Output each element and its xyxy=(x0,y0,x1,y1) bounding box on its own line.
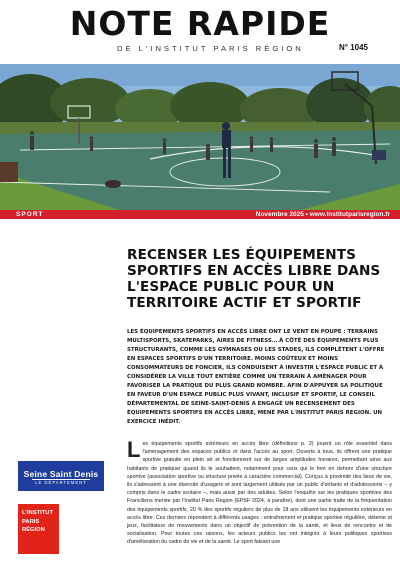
issue-number: N° 1045 xyxy=(339,43,368,52)
body-text: es équipements sportifs extérieurs en accès libre (définitions p. 2) jouent un rôle essentiel dans l'aménagement des espaces publics et dans l'accès au sport. Ouverts à tous, ils offrent une pratique sportive gratuite en plein air et fonctionnent sur de larges amplitudes horaires, permettant ainsi aux habitants de pratiquer quand ils le souhaitent, notamment pour ceux qui le font en dehors d'une structure sportive (association sportive ou structure privée à caractère commercial). Conçus à proximité des lieux de vie, ils s'adressent à une diversité d'usagers et sont largement utilisés par un public d'enfants et d'adolescents – y compris dans le cadre scolaire –, mais aussi par des adultes. Selon l'enquête sur les pratiques sportives des Franciliens menée par l'Institut Paris Region (EPSF 2024, à paraître), dont une partie traite de la fréquentation des équipements sportifs, 20 % des sportifs réguliers de plus de 18 ans utilisent les équipements extérieurs en accès libre. Ces derniers répondent à différents usages : entraînement et pratique sportive régulière, détente et jeux, facilitateur de mouvements dans un objectif de prévention de la santé, et lieux de rencontre et de socialisation. Pour toutes ces raisons, les acteurs publics les ont intégrés à leurs politiques sportives d'amélioration du cadre de vie et de la santé. Le sport faisant une xyxy=(127,441,392,546)
publication-subtitle: DE L'INSTITUT PARIS RÉGION xyxy=(117,44,304,53)
masthead xyxy=(0,0,400,62)
institute-logo-line-2: PARIS xyxy=(22,519,40,525)
department-name: Seine Saint Denis xyxy=(23,469,99,479)
institute-logo-line-1: L'INSTITUT xyxy=(22,510,54,516)
institut-paris-region-logo xyxy=(18,504,59,554)
cover-photo xyxy=(0,64,400,210)
article-lead: LES ÉQUIPEMENTS SPORTIFS EN ACCÈS LIBRE ONT LE VENT EN POUPE : TERRAINS MULTISPORTS, SKATEPARKS, AIRES DE FITNESS… À CÔTÉ DES ÉQUIPEMENTS PLUS STRUCTURANTS, COMME LES GYMNASES OU LES STADES, ILS COMPLÈTENT L'OFFRE EN ESPACES SPORTIFS D'UN TERRITOIRE. MOINS COÛTEUX ET MOINS CONSOMMATEURS DE FONCIER, ILS CONDUISENT À INVESTIR L'ESPACE PUBLIC ET À CONSIDÉRER LA VILLE TOUT ENTIÈRE COMME UN TERRAIN À AMÉNAGER POUR FAVORISER LA PRATIQUE DU PLUS GRAND NOMBRE. AFIN D'APPUYER SA POLITIQUE EN FAVEUR D'UN ESPACE PUBLIC PLUS VIVANT, INCLUSIF ET SPORTIF, LE CONSEIL DÉPARTEMENTAL DE SEINE-SAINT-DENIS A ENGAGÉ UN RECENSEMENT DES ÉQUIPEMENTS SPORTIFS EN ACCÈS LIBRE, MENÉ PAR L'INSTITUT PARIS REGION. UN EXERCICE INÉDIT. xyxy=(127,329,385,425)
section-label: SPORT xyxy=(16,211,44,218)
institute-logo-line-3: RÉGION xyxy=(22,527,45,533)
article-headline: RECENSER LES ÉQUIPEMENTS SPORTIFS EN ACCÈS LIBRE DANS L'ESPACE PUBLIC POUR UN TERRITOIRE ACTIF ET SPORTIF xyxy=(127,247,381,311)
publication-title: NOTE RAPIDE xyxy=(69,4,331,43)
seine-saint-denis-logo xyxy=(18,461,104,491)
issue-date-website: Novembre 2025 • www.institutparisregion.fr xyxy=(255,211,390,218)
drop-cap: L xyxy=(127,437,141,462)
department-subtitle: LE DÉPARTEMENT xyxy=(35,480,87,485)
logo-divider xyxy=(32,479,90,480)
article-body xyxy=(127,437,392,547)
